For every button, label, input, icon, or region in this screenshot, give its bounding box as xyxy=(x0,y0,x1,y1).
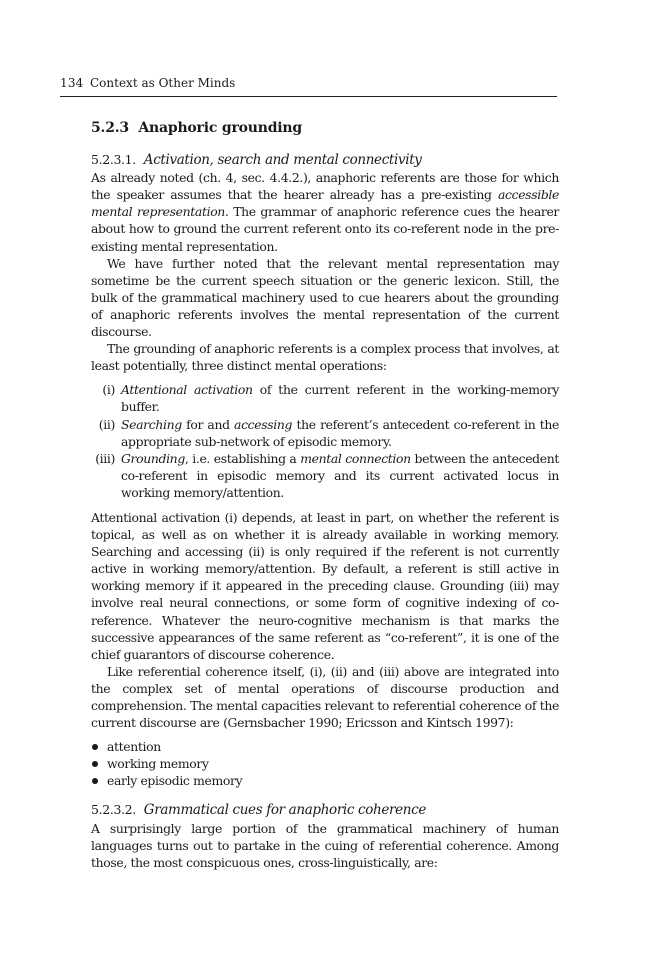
list-label: (iii) xyxy=(95,450,115,466)
list-item: (ii) Searching for and accessing the referent’s antecedent co-referent in the appropriate sub-network of episodic memory. xyxy=(91,416,559,450)
bullet-icon xyxy=(92,744,98,750)
paragraph: Attentional activation (i) depends, at least in part, on whether the referent is topical, as well as on whether it is already available in working memory. Searching and accessing (ii) is only required if the referent is not currently active in working memory/attention. By default, a referent is still active in working memory if it appeared in the preceding clause. Grounding (iii) may involve real neural connections, or some form of cognitive indexing of co-reference. Whatever the neuro-cognitive mechanism is that marks the successive appearances of the same referent as “co-referent”, it is one of the chief guarantors of discourse coherence. xyxy=(91,509,559,662)
bullet-icon xyxy=(92,761,98,767)
subsection-number: 5.2.3.1. xyxy=(91,152,136,168)
paragraph: We have further noted that the relevant mental representation may sometime be the current speech situation or the generic lexicon. Still, the bulk of the grammatical machinery used to cue hearers about the grounding of anaphoric referents involves the mental representation of the current discourse. xyxy=(91,255,559,340)
paragraph: As already noted (ch. 4, sec. 4.4.2.), anaphoric referents are those for which the speaker assumes that the hearer already has a pre-existing accessible mental representation. The grammar of anaphoric reference cues the hearer about how to ground the current referent onto its co-referent node in the pre-existing mental representation. xyxy=(91,170,559,254)
list-label: (i) xyxy=(102,382,115,398)
subsection-title: Grammatical cues for anaphoric coherence xyxy=(143,802,426,819)
list-item: (i) Attentional activation of the current referent in the working-memory buffer. xyxy=(91,381,559,415)
bullet-list xyxy=(91,738,559,789)
paragraph: A surprisingly large portion of the grammatical machinery of human languages turns out to partake in the cuing of referential coherence. Among those, the most conspicuous ones, cross-linguistically, are: xyxy=(91,820,559,870)
page-body xyxy=(91,114,559,871)
running-title: Context as Other Minds xyxy=(90,76,236,90)
running-header xyxy=(60,75,557,91)
section-number: 5.2.3 xyxy=(91,120,129,136)
header-rule xyxy=(60,96,557,97)
paragraph: Like referential coherence itself, (i), (ii) and (iii) above are integrated into the complex set of mental operations of discourse production and comprehension. The mental capacities relevant to referential coherence of the current discourse are (Gernsbacher 1990; Ericsson and Kintsch 1997): xyxy=(91,663,559,731)
subsection-title: Activation, search and mental connectivity xyxy=(143,152,422,169)
list-item: (iii) Grounding, i.e. establishing a mental connection between the antecedent co-referent in episodic memory and its current activated locus in working memory/attention. xyxy=(91,450,559,501)
subsection-number: 5.2.3.2. xyxy=(91,802,136,818)
section-heading xyxy=(91,120,559,137)
paragraph: The grounding of anaphoric referents is a complex process that involves, at least potentially, three distinct mental operations: xyxy=(91,341,559,374)
subsection-heading-1 xyxy=(91,151,559,169)
page-number: 134 xyxy=(60,76,84,90)
list-item: working memory xyxy=(91,755,559,772)
list-label: (ii) xyxy=(98,416,115,432)
list-item: attention xyxy=(91,738,559,755)
subsection-heading-2 xyxy=(91,801,559,819)
section-title: Anaphoric grounding xyxy=(138,120,302,136)
bullet-icon xyxy=(92,778,98,784)
list-item: early episodic memory xyxy=(91,772,559,789)
operations-list xyxy=(91,381,559,501)
